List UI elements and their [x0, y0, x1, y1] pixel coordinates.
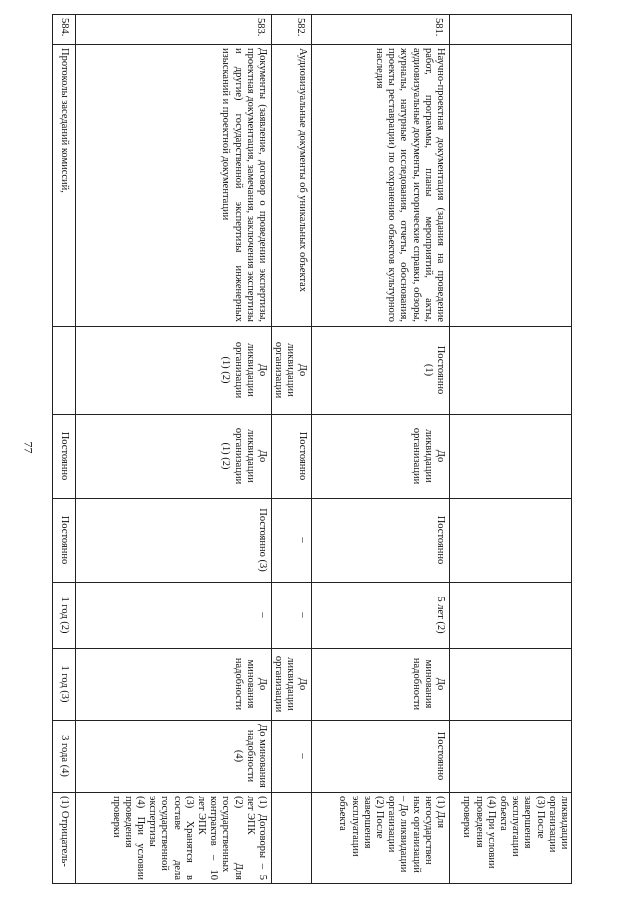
document-title: Протоколы заседаний комиссий, [59, 48, 70, 193]
retention-cell: До минования надобности [410, 657, 446, 711]
note-cell: ликвидации организации (3) После завершения эксплуатации объекта (4) При условии проведения проверки [461, 796, 570, 869]
note-cell: (1) Договоры – 5 лет ЭПК (2) Для государственных контрактов – 10 лет ЭПК (3) Хранятся в составе дела государственной экспертизы (4) При условии проведения проверки [110, 796, 268, 880]
row-number: 581. [433, 18, 444, 37]
retention-cell: 3 года (4) [59, 735, 70, 777]
retention-cell: Постоянно [59, 431, 70, 481]
row-number: 582. [295, 18, 306, 37]
retention-cell: До ликвидации организации [272, 655, 308, 713]
retention-cell: До ликвидации организации (1) (2) [220, 427, 268, 485]
row-divider [449, 14, 450, 884]
retention-cell: До ликвидации организации (1) (2) [220, 341, 268, 399]
retention-cell: До ликвидации организации [272, 341, 308, 399]
note-cell: (1) Отрицатель- [59, 796, 70, 867]
retention-cell: – [297, 537, 308, 543]
retention-cell: До минования надобности (4) [232, 724, 268, 788]
table-border-top [571, 14, 572, 884]
row-number: 584. [59, 18, 70, 37]
table-border-left [52, 14, 572, 15]
retention-cell: 5 лет (2) [435, 596, 446, 634]
retention-cell: – [257, 612, 268, 618]
retention-cell: Постоянно [59, 515, 70, 565]
page-number: 77 [21, 441, 36, 454]
retention-cell: До минования надобности [232, 657, 268, 711]
rotated-table [52, 14, 572, 884]
retention-cell: – [297, 612, 308, 618]
document-title: Научно-проектная документация (задания на проведение работ, программы, планы мероприятий, акты, аудиовизуальные документы, исторические справки, обзоры, журналы, натурные исследования, отчеты, обоснования, проекты реставрации) по сохранению объектов культурного наследия [373, 48, 446, 322]
row-number: 583. [255, 18, 266, 37]
retention-cell: До ликвидации организации [410, 427, 446, 485]
retention-cell: – [297, 753, 308, 759]
retention-cell: Постоянно [435, 731, 446, 781]
retention-cell: 1 год (2) [59, 596, 70, 634]
records-table [52, 14, 572, 884]
retention-cell: 1 год (3) [59, 665, 70, 703]
retention-cell: Постоянно [435, 515, 446, 565]
note-cell: (1) Для негосударствен ных организаций – До ликвидации организации (2) После завершения эксплуатации объекта [337, 796, 446, 873]
document-title: Аудиовизуальные документы об уникальных объектах [297, 48, 308, 293]
retention-cell: Постоянно (3) [257, 508, 268, 572]
retention-cell: Постоянно (1) [422, 345, 446, 395]
retention-cell: Постоянно [297, 431, 308, 481]
document-title: Документы (заявление, договор о проведении экспертизы, проектная документация, замечания, заключения экспертизы и другие) государственной экспертизы инженерных изысканий и проектной документации [220, 48, 268, 322]
